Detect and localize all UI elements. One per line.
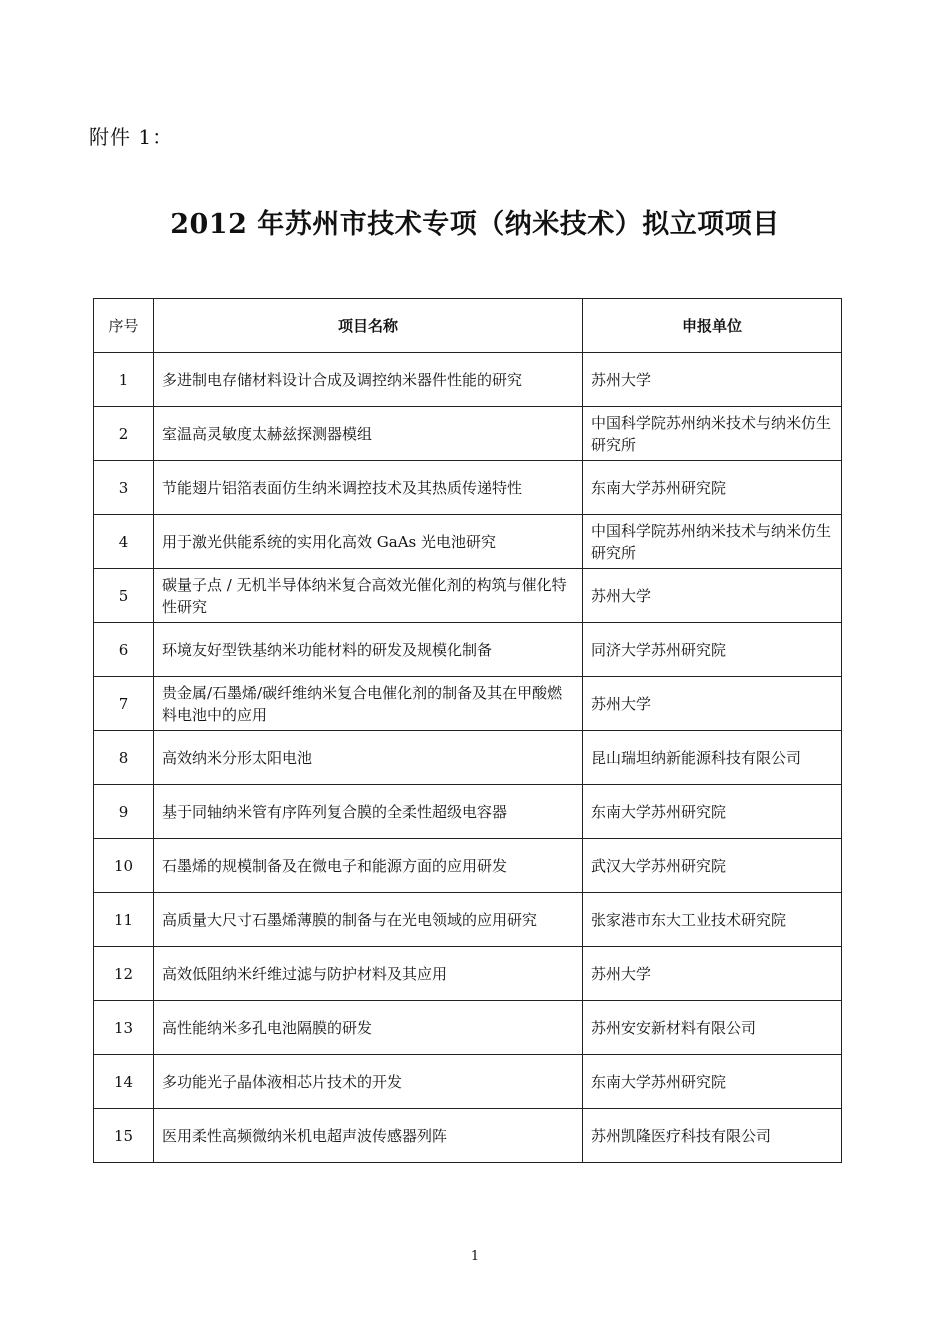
header-project-name: 项目名称 [154,299,583,353]
table-row [94,461,842,515]
table-body [94,353,842,1163]
row-serial-number: 6 [94,623,154,677]
row-serial-number: 4 [94,515,154,569]
row-project-name: 高效低阻纳米纤维过滤与防护材料及其应用 [154,947,583,1001]
row-serial-number: 9 [94,785,154,839]
row-project-name: 高效纳米分形太阳电池 [154,731,583,785]
row-applicant-unit: 昆山瑞坦纳新能源科技有限公司 [583,731,842,785]
row-serial-number: 3 [94,461,154,515]
row-serial-number: 2 [94,407,154,461]
row-applicant-unit: 东南大学苏州研究院 [583,1055,842,1109]
row-project-name: 医用柔性高频微纳米机电超声波传感器列阵 [154,1109,583,1163]
attachment-label: 附件 1： [89,125,174,149]
row-applicant-unit: 中国科学院苏州纳米技术与纳米仿生研究所 [583,407,842,461]
table-row [94,1109,842,1163]
table-row [94,677,842,731]
row-project-name: 多进制电存储材料设计合成及调控纳米器件性能的研究 [154,353,583,407]
row-applicant-unit: 苏州大学 [583,947,842,1001]
row-project-name: 多功能光子晶体液相芯片技术的开发 [154,1055,583,1109]
table-row [94,731,842,785]
row-serial-number: 10 [94,839,154,893]
row-project-name: 基于同轴纳米管有序阵列复合膜的全柔性超级电容器 [154,785,583,839]
document-title: 2012 年苏州市技术专项（纳米技术）拟立项项目 [170,209,780,240]
header-serial-number: 序号 [94,299,154,353]
row-applicant-unit: 苏州凯隆医疗科技有限公司 [583,1109,842,1163]
row-applicant-unit: 苏州大学 [583,353,842,407]
table-row [94,839,842,893]
table-row [94,623,842,677]
table-header-row [94,299,842,353]
table-row [94,893,842,947]
project-table [93,298,842,1163]
row-applicant-unit: 同济大学苏州研究院 [583,623,842,677]
row-serial-number: 1 [94,353,154,407]
row-project-name: 用于激光供能系统的实用化高效 GaAs 光电池研究 [154,515,583,569]
table-row [94,1001,842,1055]
row-applicant-unit: 东南大学苏州研究院 [583,461,842,515]
table-row [94,569,842,623]
table-row [94,515,842,569]
page-number: 1 [470,1249,480,1264]
row-project-name: 环境友好型铁基纳米功能材料的研发及规模化制备 [154,623,583,677]
row-project-name: 高质量大尺寸石墨烯薄膜的制备与在光电领域的应用研究 [154,893,583,947]
row-serial-number: 5 [94,569,154,623]
row-project-name: 室温高灵敏度太赫兹探测器模组 [154,407,583,461]
row-project-name: 节能翅片铝箔表面仿生纳米调控技术及其热质传递特性 [154,461,583,515]
row-serial-number: 15 [94,1109,154,1163]
row-serial-number: 7 [94,677,154,731]
row-serial-number: 11 [94,893,154,947]
row-applicant-unit: 中国科学院苏州纳米技术与纳米仿生研究所 [583,515,842,569]
row-project-name: 碳量子点 / 无机半导体纳米复合高效光催化剂的构筑与催化特性研究 [154,569,583,623]
table-row [94,947,842,1001]
row-serial-number: 12 [94,947,154,1001]
table-row [94,1055,842,1109]
table-row [94,785,842,839]
row-applicant-unit: 东南大学苏州研究院 [583,785,842,839]
row-serial-number: 14 [94,1055,154,1109]
table-row [94,353,842,407]
row-project-name: 贵金属/石墨烯/碳纤维纳米复合电催化剂的制备及其在甲酸燃料电池中的应用 [154,677,583,731]
header-applicant-unit: 申报单位 [583,299,842,353]
table-row [94,407,842,461]
row-project-name: 石墨烯的规模制备及在微电子和能源方面的应用研发 [154,839,583,893]
row-applicant-unit: 苏州大学 [583,677,842,731]
row-applicant-unit: 武汉大学苏州研究院 [583,839,842,893]
row-applicant-unit: 张家港市东大工业技术研究院 [583,893,842,947]
row-serial-number: 8 [94,731,154,785]
row-serial-number: 13 [94,1001,154,1055]
row-project-name: 高性能纳米多孔电池隔膜的研发 [154,1001,583,1055]
row-applicant-unit: 苏州安安新材料有限公司 [583,1001,842,1055]
row-applicant-unit: 苏州大学 [583,569,842,623]
